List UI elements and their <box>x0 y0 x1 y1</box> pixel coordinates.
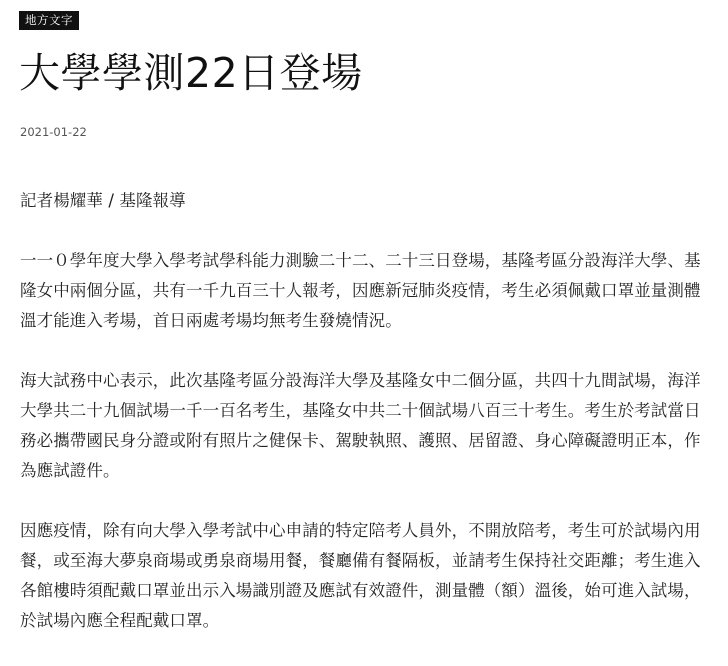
article-body <box>20 186 710 666</box>
publish-date: 2021-01-22 <box>20 125 87 139</box>
paragraph-2: 海大試務中心表示，此次基隆考區分設海洋大學及基隆女中二個分區，共四十九間試場，海洋大學共二十九個試場一千一百名考生，基隆女中共二十個試場八百三十考生。考生於考試當日務必攜帶國民身分證或附有照片之健保卡、駕駛執照、護照、居留證、身心障礙證明正本，作為應試證件。 <box>20 371 701 480</box>
article-title: 大學學測22日登場 <box>19 49 363 97</box>
byline: 記者楊耀華 / 基隆報導 <box>20 191 186 210</box>
category-tag[interactable]: 地方文字 <box>19 11 79 30</box>
paragraph-1: 一一０學年度大學入學考試學科能力測驗二十二、二十三日登場，基隆考區分設海洋大學、基隆女中兩個分區，共有一千九百三十人報考，因應新冠肺炎疫情，考生必須佩戴口罩並量測體溫才能進入考場，首日兩處考場均無考生發燒情況。 <box>20 251 701 330</box>
paragraph-3: 因應疫情，除有向大學入學考試中心申請的特定陪考人員外，不開放陪考，考生可於試場內用餐，或至海大夢泉商場或勇泉商場用餐，餐廳備有餐隔板，並請考生保持社交距離；考生進入各館樓時須配戴口罩並出示入場識別證及應試有效證件，測量體（額）溫後，始可進入試場，於試場內應全程配戴口罩。 <box>20 521 701 630</box>
